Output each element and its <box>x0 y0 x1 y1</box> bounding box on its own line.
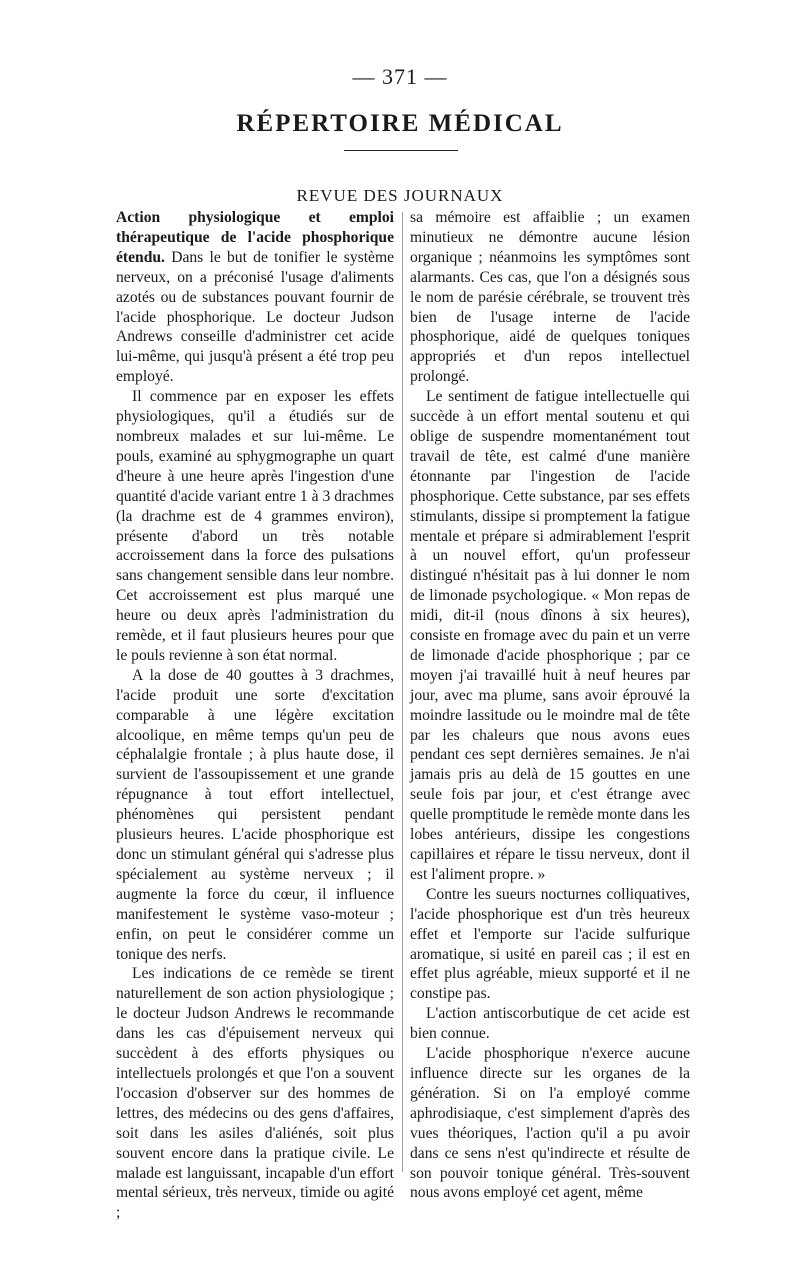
article-first-paragraph <box>116 208 394 387</box>
paragraph: Le sentiment de fatigue intellectuelle qui succède à un effort mental soutenu et qui oblige de suspendre momentanément tout travail de tête, est calmé d'une manière étonnante par l'ingestion de l'acide phosphorique. Cette substance, par ses effets stimulants, dissipe si promptement la fatigue mentale et prépare si admirablement l'esprit à un nouvel effort, qu'un professeur distingué n'hésitait pas à lui donner le nom de limonade psychologique. « Mon repas de midi, dit-il (nous dînons à six heures), consiste en fromage avec du pain et un verre de limonade d'acide phosphorique ; par ce moyen j'ai travaillé huit à neuf heures par jour, avec ma plume, sans avoir éprouvé la moindre lassitude ou le moindre mal de tête par les chaleurs que nous avons eues pendant ces sept dernières semaines. Je n'ai jamais pris au delà de 15 gouttes en une seule fois par jour, et c'est étrange avec quelle promptitude le remède monte dans les lobes antérieurs, dissipe les congestions capillaires et répare le tissu nerveux, dont il est l'aliment propre. » <box>410 388 690 883</box>
paragraph: L'acide phosphorique n'exerce aucune influence directe sur les organes de la génération. Si on l'a employé comme aphrodisiaque, c'est simplement d'après des vues théoriques, l'action qu'il a pu avoir dans ce sens n'est qu'indirecte et résulte de son pouvoir tonique général. Très-souvent nous avons employé cet agent, même <box>410 1045 690 1202</box>
left-column <box>116 208 394 1222</box>
paragraph: Il commence par en exposer les effets physiologiques, qu'il a étudiés sur de nombreux malades et sur lui-même. Le pouls, examiné au sphygmographe un quart d'heure à une heure après l'ingestion d'une quantité d'acide variant entre 1 à 3 drachmes (la drachme est de 4 grammes environ), présente d'abord un très notable accroissement dans la force des pulsations sans changement sensible dans leur nombre. Cet accroissement est plus marqué une heure ou deux après l'administration du remède, et il faut plusieurs heures pour que le pouls revienne à son état normal. <box>116 388 394 664</box>
paragraph: L'action antiscorbutique de cet acide est bien connue. <box>410 1005 690 1043</box>
right-column <box>410 208 690 1202</box>
title-rule <box>344 150 458 151</box>
paragraph: A la dose de 40 gouttes à 3 drachmes, l'acide produit une sorte d'excitation comparable à une légère excitation alcoolique, en même temps qu'un peu de céphalalgie frontale ; à plus haute dose, il survient de l'assoupissement et une grande répugnance à tout effort intellectuel, phénomènes qui persistent pendant plusieurs heures. L'acide phosphorique est donc un stimulant général qui s'adresse plus spécialement au système nerveux ; il augmente la force du cœur, il influence manifestement le système vaso-moteur ; enfin, on peut le considérer comme un tonique des nerfs. <box>116 666 394 963</box>
paragraph: Contre les sueurs nocturnes colliquatives, l'acide phosphorique est d'un très heureux effet et l'emporte sur l'acide sulfurique aromatique, si usité en pareil cas ; il est en effet plus agréable, mieux supporté et il ne constipe pas. <box>410 885 690 1003</box>
section-subtitle: REVUE DES JOURNAUX <box>296 186 504 205</box>
article-title: Action physiologique et emploi thérapeutique de l'acide phosphorique étendu. <box>116 209 394 266</box>
paragraph: sa mémoire est affaiblie ; un examen minutieux ne démontre aucune lésion organique ; néanmoins les symptômes sont alarmants. Ces cas, que l'on a désignés sous le nom de parésie cérébrale, se trouvent très bien de l'usage interne de l'acide phosphorique, aidé de quelques toniques appropriés et d'un repos intellectuel prolongé. <box>410 209 690 386</box>
page-number: — 371 — <box>352 64 448 89</box>
column-divider <box>402 212 403 1172</box>
paragraph: Les indications de ce remède se tirent naturellement de son action physiologique ; le docteur Judson Andrews le recommande dans les cas d'épuisement nerveux qui succèdent à des efforts physiques ou intellectuels prolongés et que l'on a souvent l'occasion d'observer sur des hommes de lettres, des médecins ou des gens d'affaires, soit dans les asiles d'aliénés, soit plus souvent encore dans la pratique civile. Le malade est languissant, incapable d'un effort mental sérieux, très nerveux, timide ou agité ; <box>116 965 394 1222</box>
paragraph-text: Dans le but de tonifier le système nerveux, on a préconisé l'usage d'aliments azotés ou de substances pouvant fournir de l'acide phosphorique. Le docteur Judson Andrews conseille d'administrer cet acide lui-même, qui jusqu'à présent a été trop peu employé. <box>116 248 394 386</box>
section-title: RÉPERTOIRE MÉDICAL <box>236 110 564 137</box>
